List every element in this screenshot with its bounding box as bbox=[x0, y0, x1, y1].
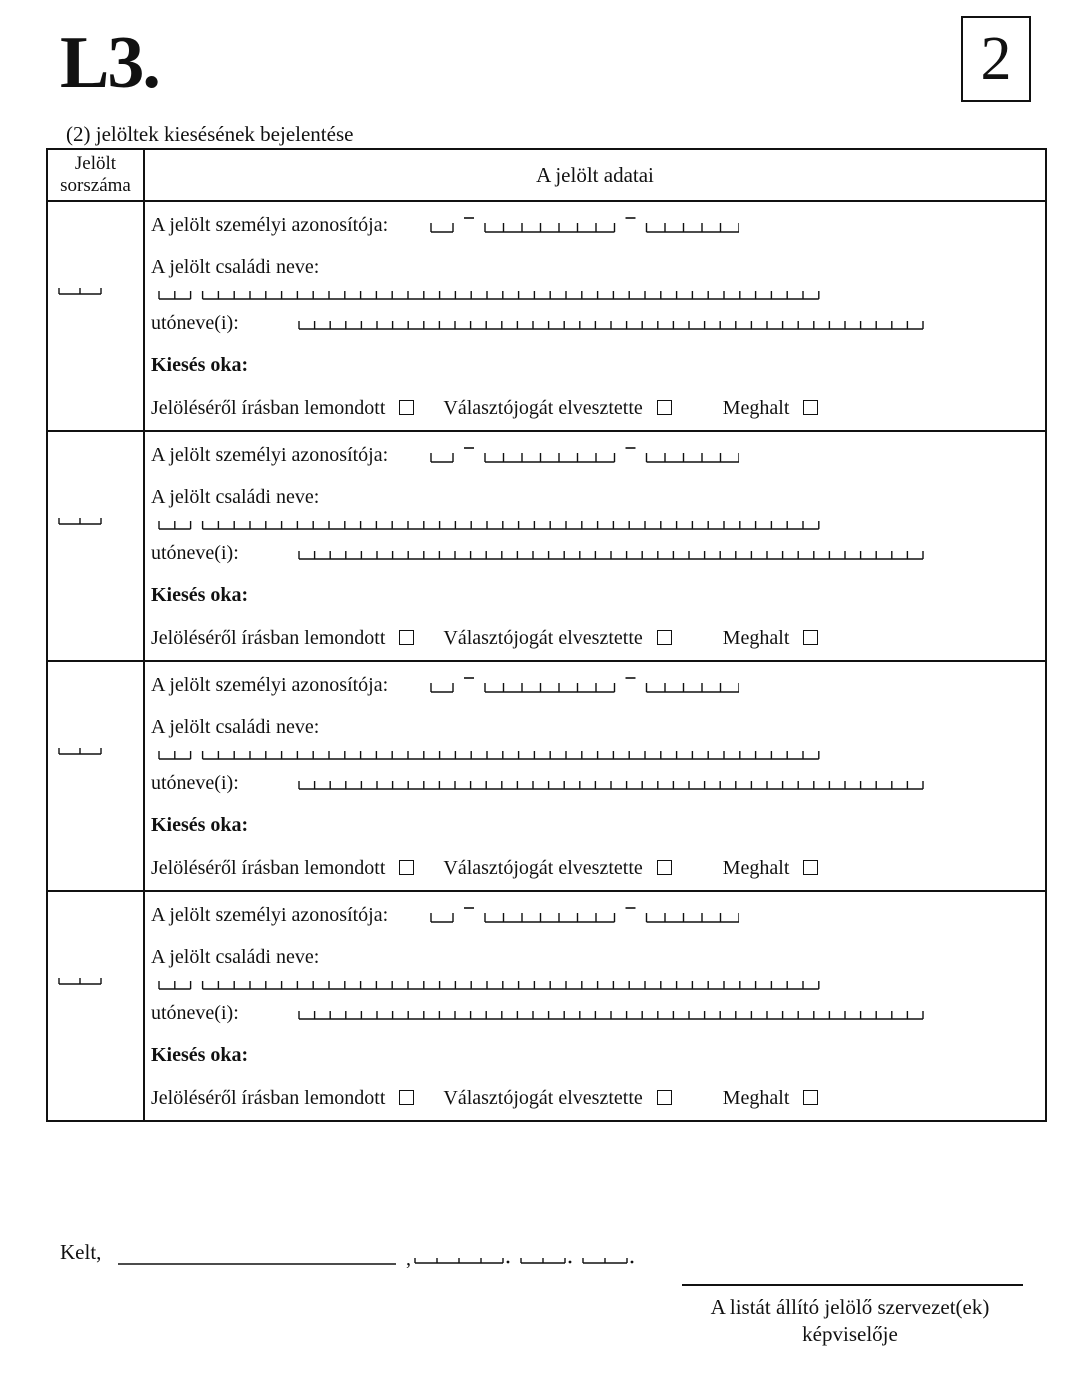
candidate-number-cell bbox=[47, 431, 144, 661]
page-number-box: 2 bbox=[961, 16, 1031, 102]
signature-caption bbox=[670, 1294, 1030, 1348]
candidate-row bbox=[47, 431, 1046, 661]
reason-resigned-checkbox[interactable] bbox=[399, 1090, 414, 1105]
reason-resigned-label: Jelöléséről írásban lemondott bbox=[151, 1086, 386, 1109]
comma-mark: , bbox=[406, 1248, 411, 1268]
dated-label: Kelt, bbox=[60, 1240, 102, 1264]
reason-option-deceased bbox=[723, 1087, 819, 1110]
given-names-label: utóneve(i): bbox=[151, 542, 239, 564]
family-box-group bbox=[203, 981, 819, 989]
id-box-group bbox=[485, 683, 615, 692]
family-box-group bbox=[203, 521, 819, 529]
column-header-data: A jelölt adatai bbox=[144, 149, 1046, 201]
reason-lost-suffrage-checkbox[interactable] bbox=[657, 1090, 672, 1105]
reason-deceased-label: Meghalt bbox=[722, 626, 790, 649]
family-name-label: A jelölt családi neve: bbox=[151, 256, 320, 278]
id-box-group bbox=[431, 683, 453, 692]
given-names-label: utóneve(i): bbox=[151, 312, 239, 334]
withdrawal-reason-options bbox=[151, 626, 818, 650]
personal-id-field[interactable] bbox=[429, 675, 739, 695]
signature-caption-line2: képviselője bbox=[802, 1322, 898, 1346]
reason-option-resigned bbox=[151, 627, 414, 650]
withdrawal-reason-label: Kiesés oka: bbox=[151, 814, 249, 836]
reason-resigned-checkbox[interactable] bbox=[399, 860, 414, 875]
signature-line[interactable] bbox=[682, 1284, 1023, 1286]
family-name-field[interactable] bbox=[157, 517, 992, 531]
reason-option-deceased bbox=[723, 397, 819, 420]
candidate-table bbox=[46, 148, 1047, 1122]
family-name-label: A jelölt családi neve: bbox=[151, 716, 320, 738]
candidate-data-cell bbox=[144, 891, 1046, 1121]
family-box-group bbox=[159, 981, 191, 989]
given-box-group bbox=[299, 781, 923, 789]
id-box-group bbox=[431, 453, 453, 462]
given-names-field[interactable] bbox=[297, 317, 927, 331]
date-box-group bbox=[583, 1258, 627, 1263]
reason-resigned-label: Jelöléséről írásban lemondott bbox=[151, 396, 386, 419]
candidate-row bbox=[47, 661, 1046, 891]
candidate-number-cell bbox=[47, 661, 144, 891]
date-box-group bbox=[415, 1258, 503, 1263]
reason-lost-suffrage-checkbox[interactable] bbox=[657, 630, 672, 645]
id-box-group bbox=[647, 453, 740, 462]
candidate-row bbox=[47, 891, 1046, 1121]
reason-option-lost-suffrage bbox=[443, 857, 671, 880]
reason-lost-suffrage-label: Választójogát elvesztette bbox=[443, 396, 643, 419]
date-place-field[interactable] bbox=[110, 1244, 670, 1268]
withdrawal-reason-options bbox=[151, 856, 818, 880]
date-box-group bbox=[521, 1258, 565, 1263]
given-box-group bbox=[299, 551, 923, 559]
reason-resigned-checkbox[interactable] bbox=[399, 400, 414, 415]
form-subtitle: (2) jelöltek kiesésének bejelentése bbox=[66, 122, 354, 146]
reason-option-resigned bbox=[151, 397, 414, 420]
reason-deceased-checkbox[interactable] bbox=[803, 400, 818, 415]
given-names-label: utóneve(i): bbox=[151, 772, 239, 794]
reason-option-deceased bbox=[723, 627, 819, 650]
reason-deceased-label: Meghalt bbox=[722, 396, 790, 419]
family-name-label: A jelölt családi neve: bbox=[151, 486, 320, 508]
candidate-number-field[interactable] bbox=[57, 974, 107, 986]
reason-option-lost-suffrage bbox=[443, 1087, 671, 1110]
reason-option-lost-suffrage bbox=[443, 627, 671, 650]
column-header-number bbox=[47, 149, 144, 201]
reason-option-lost-suffrage bbox=[443, 397, 671, 420]
given-names-field[interactable] bbox=[297, 547, 927, 561]
personal-id-label: A jelölt személyi azonosítója: bbox=[151, 674, 389, 696]
family-name-field[interactable] bbox=[157, 747, 992, 761]
family-name-field[interactable] bbox=[157, 287, 992, 301]
candidate-number-field[interactable] bbox=[57, 514, 107, 526]
id-box-group bbox=[485, 453, 615, 462]
withdrawal-reason-label: Kiesés oka: bbox=[151, 354, 249, 376]
reason-deceased-checkbox[interactable] bbox=[803, 630, 818, 645]
given-names-field[interactable] bbox=[297, 1007, 927, 1021]
reason-resigned-label: Jelöléséről írásban lemondott bbox=[151, 626, 386, 649]
reason-lost-suffrage-label: Választójogát elvesztette bbox=[443, 1086, 643, 1109]
reason-lost-suffrage-checkbox[interactable] bbox=[657, 860, 672, 875]
reason-option-resigned bbox=[151, 1087, 414, 1110]
reason-resigned-label: Jelöléséről írásban lemondott bbox=[151, 856, 386, 879]
column-header-number-line2: sorszáma bbox=[60, 175, 131, 196]
personal-id-field[interactable] bbox=[429, 215, 739, 235]
personal-id-label: A jelölt személyi azonosítója: bbox=[151, 444, 389, 466]
candidate-number-cell bbox=[47, 201, 144, 431]
signature-caption-line1: A listát állító jelölő szervezet(ek) bbox=[710, 1295, 990, 1319]
withdrawal-reason-label: Kiesés oka: bbox=[151, 1044, 249, 1066]
id-box-group bbox=[485, 223, 615, 232]
date-dot bbox=[507, 1261, 510, 1264]
family-box-group bbox=[203, 751, 819, 759]
personal-id-label: A jelölt személyi azonosítója: bbox=[151, 214, 389, 236]
family-box-group bbox=[159, 291, 191, 299]
candidate-number-cell bbox=[47, 891, 144, 1121]
candidate-data-cell bbox=[144, 201, 1046, 431]
reason-deceased-checkbox[interactable] bbox=[803, 860, 818, 875]
id-box-group bbox=[647, 223, 740, 232]
given-names-label: utóneve(i): bbox=[151, 1002, 239, 1024]
id-box-group bbox=[485, 913, 615, 922]
candidate-number-field[interactable] bbox=[57, 284, 107, 296]
family-box-group bbox=[203, 291, 819, 299]
personal-id-field[interactable] bbox=[429, 905, 739, 925]
number-box-group bbox=[59, 518, 101, 524]
date-dot bbox=[631, 1261, 634, 1264]
candidate-data-cell bbox=[144, 661, 1046, 891]
withdrawal-reason-options bbox=[151, 396, 818, 420]
family-name-label: A jelölt családi neve: bbox=[151, 946, 320, 968]
number-box-group bbox=[59, 288, 101, 294]
given-box-group bbox=[299, 321, 923, 329]
reason-deceased-label: Meghalt bbox=[722, 1086, 790, 1109]
reason-lost-suffrage-checkbox[interactable] bbox=[657, 400, 672, 415]
withdrawal-reason-options bbox=[151, 1086, 818, 1110]
family-name-field[interactable] bbox=[157, 977, 992, 991]
reason-lost-suffrage-label: Választójogát elvesztette bbox=[443, 626, 643, 649]
id-box-group bbox=[647, 913, 740, 922]
id-box-group bbox=[647, 683, 740, 692]
id-box-group bbox=[431, 913, 453, 922]
given-names-field[interactable] bbox=[297, 777, 927, 791]
reason-deceased-label: Meghalt bbox=[722, 856, 790, 879]
reason-option-deceased bbox=[723, 857, 819, 880]
reason-resigned-checkbox[interactable] bbox=[399, 630, 414, 645]
table-header-row bbox=[47, 149, 1046, 201]
form-code: L3. bbox=[60, 22, 159, 104]
candidate-row bbox=[47, 201, 1046, 431]
column-header-number-line1: Jelölt bbox=[74, 153, 117, 174]
date-dot bbox=[569, 1261, 572, 1264]
number-box-group bbox=[59, 748, 101, 754]
number-box-group bbox=[59, 978, 101, 984]
reason-lost-suffrage-label: Választójogát elvesztette bbox=[443, 856, 643, 879]
candidate-data-cell bbox=[144, 431, 1046, 661]
reason-option-resigned bbox=[151, 857, 414, 880]
family-box-group bbox=[159, 751, 191, 759]
given-box-group bbox=[299, 1011, 923, 1019]
id-box-group bbox=[431, 223, 453, 232]
withdrawal-reason-label: Kiesés oka: bbox=[151, 584, 249, 606]
reason-deceased-checkbox[interactable] bbox=[803, 1090, 818, 1105]
personal-id-field[interactable] bbox=[429, 445, 739, 465]
personal-id-label: A jelölt személyi azonosítója: bbox=[151, 904, 389, 926]
candidate-number-field[interactable] bbox=[57, 744, 107, 756]
family-box-group bbox=[159, 521, 191, 529]
